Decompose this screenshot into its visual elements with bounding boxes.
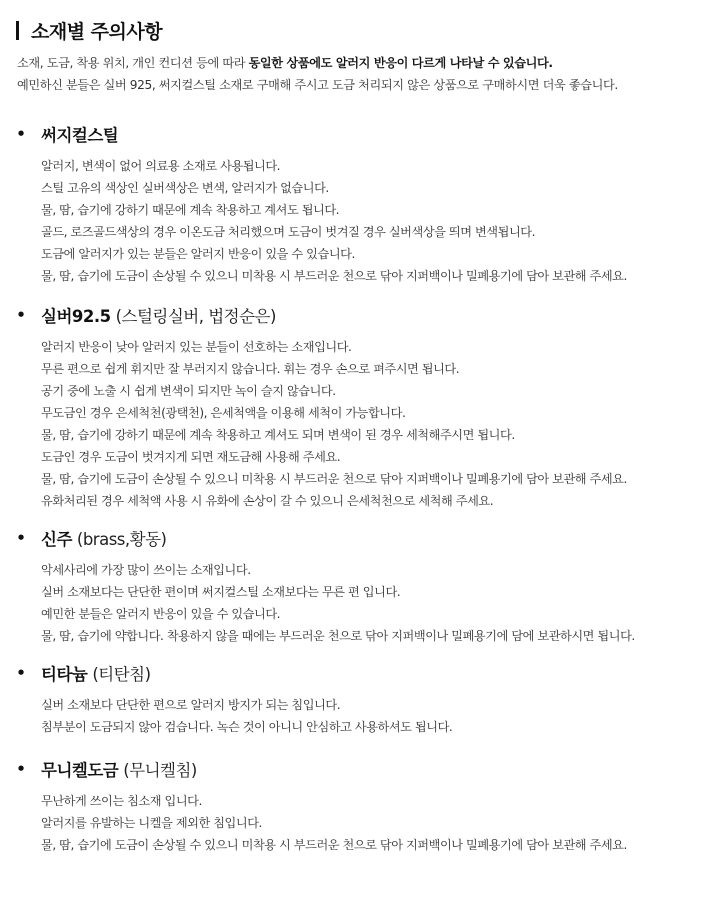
section-line: 스틸 고유의 색상인 실버색상은 변색, 알러지가 없습니다. xyxy=(41,181,329,195)
title-accent-bar xyxy=(16,21,19,40)
section-name: 무니켈도금 xyxy=(41,761,119,780)
bullet-icon: • xyxy=(16,529,26,547)
section-name: 써지컬스틸 xyxy=(41,126,119,145)
section-line: 물, 땀, 습기에 도금이 손상될 수 있으니 미착용 시 부드러운 천으로 닦아 지퍼백이나 밀폐용기에 담아 보관해 주세요. xyxy=(41,269,627,283)
section-body xyxy=(41,694,711,738)
page-title-row xyxy=(16,17,162,43)
section-body xyxy=(41,559,711,647)
section-line: 유화처리된 경우 세척액 사용 시 유화에 손상이 갈 수 있으니 은세척천으로 세척해 주세요. xyxy=(41,494,494,508)
section-line: 알러지, 변색이 없어 의료용 소재로 사용됩니다. xyxy=(41,159,281,173)
section-nickel-free xyxy=(16,756,711,856)
intro-line-2: 예민하신 분들은 실버 925, 써지컬스틸 소재로 구매해 주시고 도금 처리되지 않은 상품으로 구매하시면 더욱 좋습니다. xyxy=(17,78,618,92)
section-titanium xyxy=(16,660,711,738)
section-line: 물, 땀, 습기에 도금이 손상될 수 있으니 미착용 시 부드러운 천으로 닦아 지퍼백이나 밀폐용기에 담아 보관해 주세요. xyxy=(41,472,627,486)
section-brass xyxy=(16,525,711,647)
bullet-icon: • xyxy=(16,760,26,778)
section-line: 물, 땀, 습기에 강하기 때문에 계속 착용하고 계셔도 되며 변색이 된 경우 세척해주시면 됩니다. xyxy=(41,428,515,442)
section-line: 무도금인 경우 은세척천(광택천), 은세척액을 이용해 세척이 가능합니다. xyxy=(41,406,406,420)
section-line: 도금인 경우 도금이 벗겨지게 되면 재도금해 사용해 주세요. xyxy=(41,450,341,464)
section-body xyxy=(41,790,711,856)
section-line: 물, 땀, 습기에 도금이 손상될 수 있으니 미착용 시 부드러운 천으로 닦아 지퍼백이나 밀폐용기에 담아 보관해 주세요. xyxy=(41,838,627,852)
section-line: 물, 땀, 습기에 약합니다. 착용하지 않을 때에는 부드러운 천으로 닦아 지퍼백이나 밀폐용기에 담에 보관하시면 됩니다. xyxy=(41,629,635,643)
section-heading xyxy=(16,121,711,147)
section-subtitle: (brass,황동) xyxy=(76,530,167,549)
section-line: 예민한 분들은 알러지 반응이 있을 수 있습니다. xyxy=(41,607,281,621)
section-heading xyxy=(16,302,711,328)
section-line: 악세사리에 가장 많이 쓰이는 소재입니다. xyxy=(41,563,251,577)
section-heading xyxy=(16,756,711,782)
section-heading xyxy=(16,660,711,686)
section-subtitle: (무니켈침) xyxy=(123,761,197,780)
section-heading xyxy=(16,525,711,551)
intro-line-1 xyxy=(17,52,717,74)
section-subtitle: (스털링실버, 법정순은) xyxy=(115,307,276,326)
section-name: 티타늄 xyxy=(41,665,88,684)
section-line: 무른 편으로 쉽게 휘지만 잘 부러지지 않습니다. 휘는 경우 손으로 펴주시면 됩니다. xyxy=(41,362,460,376)
intro-line-1-emphasis: 동일한 상품에도 알러지 반응이 다르게 나타날 수 있습니다. xyxy=(248,56,553,70)
section-body xyxy=(41,155,711,287)
section-line: 알러지를 유발하는 니켈을 제외한 침입니다. xyxy=(41,816,262,830)
section-line: 알러지 반응이 낮아 알러지 있는 분들이 선호하는 소재입니다. xyxy=(41,340,352,354)
section-body xyxy=(41,336,711,512)
section-line: 실버 소재보다는 단단한 편이며 써지컬스틸 소재보다는 무른 편 입니다. xyxy=(41,585,401,599)
bullet-icon: • xyxy=(16,306,26,324)
section-line: 무난하게 쓰이는 침소재 입니다. xyxy=(41,794,202,808)
intro-line-1-prefix: 소재, 도금, 착용 위치, 개인 컨디션 등에 따라 xyxy=(17,56,249,70)
bullet-icon: • xyxy=(16,125,26,143)
section-line: 골드, 로즈골드색상의 경우 이온도금 처리했으며 도금이 벗겨질 경우 실버색상을 띄며 변색됩니다. xyxy=(41,225,536,239)
section-line: 침부분이 도금되지 않아 검습니다. 녹슨 것이 아니니 안심하고 사용하셔도 됩니다. xyxy=(41,720,453,734)
page-title: 소재별 주의사항 xyxy=(31,20,163,43)
bullet-icon: • xyxy=(16,664,26,682)
section-subtitle: (티탄침) xyxy=(92,665,151,684)
section-line: 공기 중에 노출 시 쉽게 변색이 되지만 녹이 슬지 않습니다. xyxy=(41,384,336,398)
section-line: 도금에 알러지가 있는 분들은 알러지 반응이 있을 수 있습니다. xyxy=(41,247,355,261)
section-name: 신주 xyxy=(41,530,72,549)
section-line: 실버 소재보다 단단한 편으로 알러지 방지가 되는 침입니다. xyxy=(41,698,341,712)
section-line: 물, 땀, 습기에 강하기 때문에 계속 착용하고 계셔도 됩니다. xyxy=(41,203,340,217)
section-surgical-steel xyxy=(16,121,711,287)
intro-text xyxy=(17,52,717,96)
section-name: 실버92.5 xyxy=(41,307,111,326)
section-silver-925 xyxy=(16,302,711,512)
